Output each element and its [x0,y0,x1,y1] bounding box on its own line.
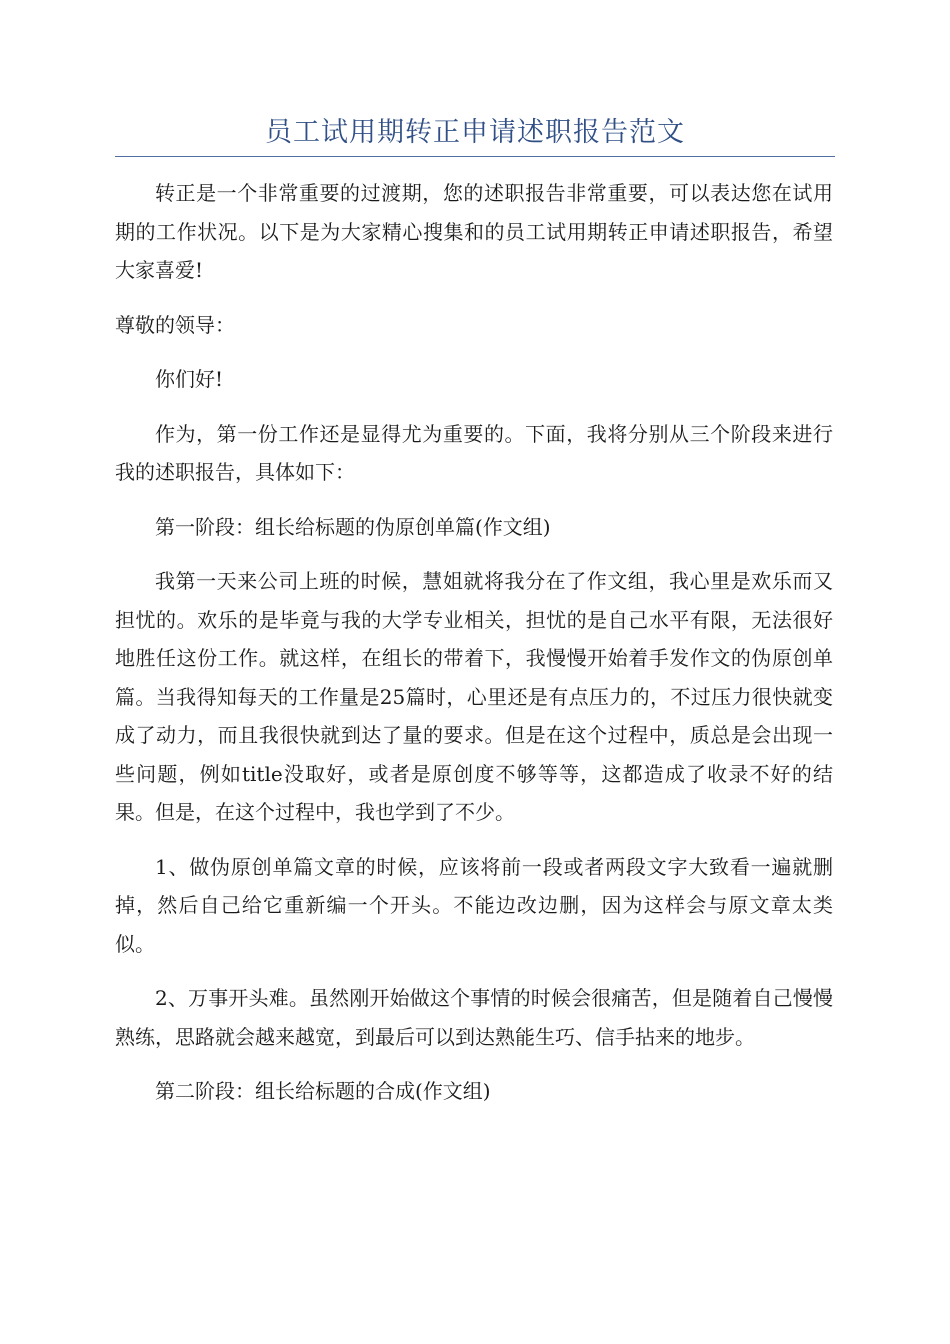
stage-one-heading: 第一阶段：组长给标题的伪原创单篇(作文组) [155,514,551,539]
lesson-two-paragraph: 2、万事开头难。虽然刚开始做这个事情的时候会很痛苦，但是随着自己慢慢熟练，思路就会越来越宽，到最后可以到达熟能生巧、信手拈来的地步。 [115,986,833,1049]
overview-paragraph: 作为，第一份工作还是显得尤为重要的。下面，我将分别从三个阶段来进行我的述职报告，具体如下： [115,421,833,484]
salutation: 尊敬的领导： [115,312,235,337]
greeting: 你们好! [155,367,224,391]
document-title: 员工试用期转正申请述职报告范文 [265,117,685,148]
document-body [115,174,833,1127]
title-block [115,112,835,157]
lesson-one-paragraph: 1、做伪原创单篇文章的时候，应该将前一段或者两段文字大致看一遍就删掉，然后自己给它重新编一个开头。不能边改边删，因为这样会与原文章太类似。 [115,854,833,956]
stage-one-paragraph: 我第一天来公司上班的时候，慧姐就将我分在了作文组，我心里是欢乐而又担忧的。欢乐的是毕竟与我的大学专业相关，担忧的是自己水平有限，无法很好地胜任这份工作。就这样，在组长的带着下，我慢慢开始着手发作文的伪原创单篇。当我得知每天的工作量是25篇时，心里还是有点压力的，不过压力很快就变成了动力，而且我很快就到达了量的要求。但是在这个过程中，质总是会出现一些问题，例如title没取好，或者是原创度不够等等，这都造成了收录不好的结果。但是，在这个过程中，我也学到了不少。 [115,569,833,824]
intro-paragraph: 转正是一个非常重要的过渡期，您的述职报告非常重要，可以表达您在试用期的工作状况。以下是为大家精心搜集和的员工试用期转正申请述职报告，希望大家喜爱! [115,181,833,282]
stage-two-heading: 第二阶段：组长给标题的合成(作文组) [155,1079,491,1103]
